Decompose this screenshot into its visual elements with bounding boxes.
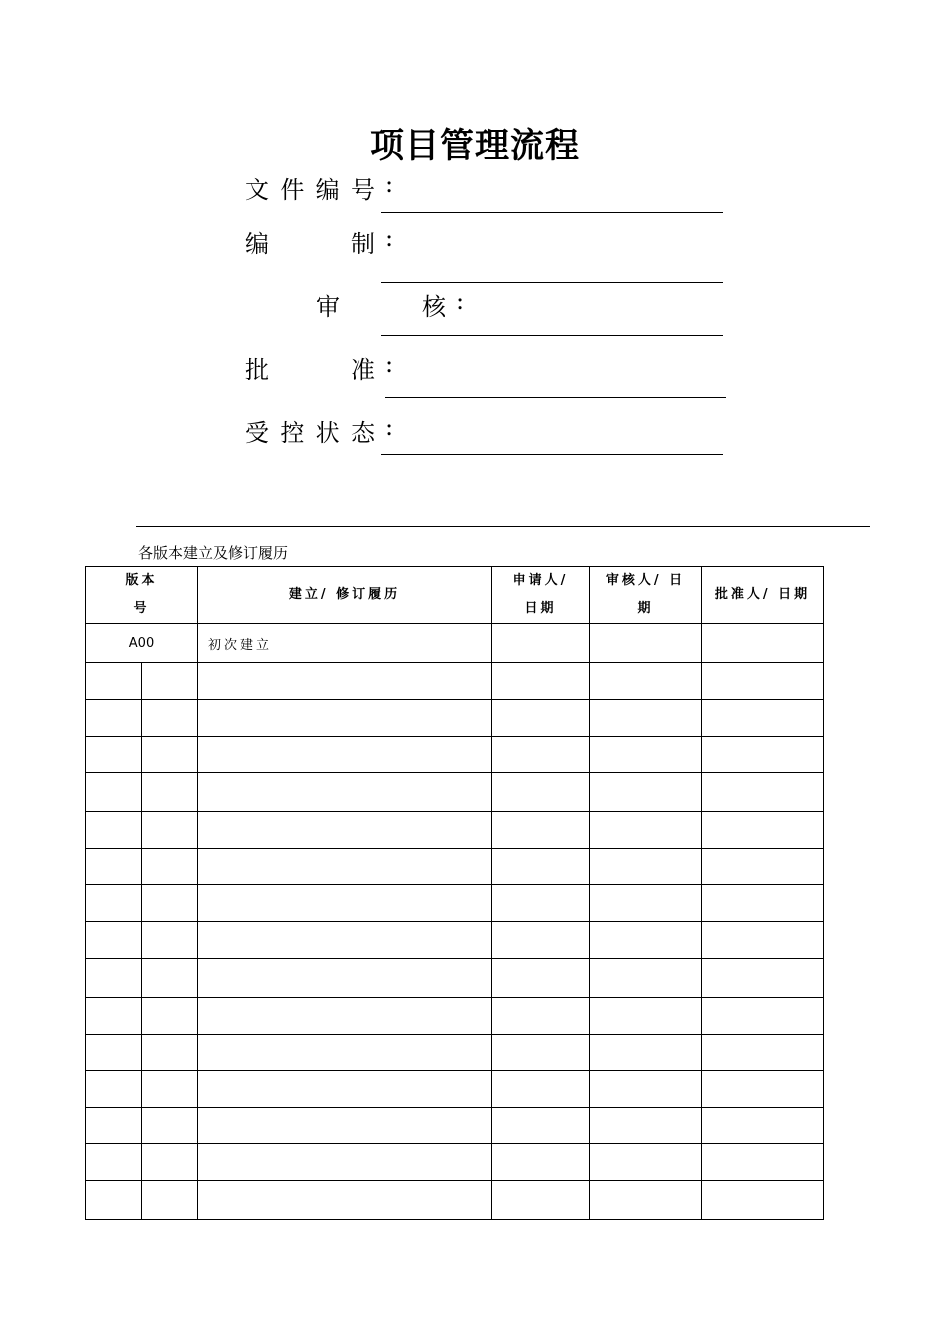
- table-cell: [702, 922, 824, 959]
- table-cell: [86, 663, 142, 700]
- table-cell: [198, 700, 492, 737]
- table-row: [86, 1181, 824, 1220]
- table-cell: [86, 885, 142, 922]
- approved-field[interactable]: [385, 397, 726, 398]
- table-cell: [198, 1181, 492, 1220]
- table-cell: [198, 812, 492, 849]
- table-cell: [86, 1035, 142, 1071]
- header-version: 版本号: [86, 567, 198, 624]
- table-cell: [86, 1181, 142, 1220]
- table-row: [86, 1108, 824, 1144]
- table-row: [86, 1035, 824, 1071]
- table-row: [86, 959, 824, 998]
- table-cell: [86, 998, 142, 1035]
- table-cell: [86, 922, 142, 959]
- cell-approver: [702, 624, 824, 663]
- table-cell: [198, 885, 492, 922]
- table-cell: [86, 812, 142, 849]
- table-cell: [702, 1181, 824, 1220]
- field-label-approved: 批 准: [245, 356, 375, 384]
- table-cell: [492, 1108, 590, 1144]
- table-cell: [86, 849, 142, 885]
- table-cell: [492, 1071, 590, 1108]
- header-approver: 批准人/ 日期: [702, 567, 824, 624]
- header-applicant: 申请人/ 日期: [492, 567, 590, 624]
- table-cell: [86, 1071, 142, 1108]
- table-cell: [590, 922, 702, 959]
- table-cell: [86, 959, 142, 998]
- table-cell: [142, 663, 198, 700]
- cell-reviewer: [590, 624, 702, 663]
- page-title: 项目管理流程: [370, 126, 580, 166]
- field-colon: :: [385, 170, 394, 198]
- table-cell: [142, 849, 198, 885]
- table-cell: [702, 663, 824, 700]
- table-cell: [142, 1035, 198, 1071]
- table-cell: [86, 737, 142, 773]
- table-cell: [590, 1035, 702, 1071]
- table-cell: [702, 885, 824, 922]
- table-cell: [590, 1071, 702, 1108]
- table-cell: [86, 700, 142, 737]
- table-cell: [702, 812, 824, 849]
- table-row: [86, 1071, 824, 1108]
- header-reviewer: 审核人/ 日期: [590, 567, 702, 624]
- table-row: [86, 624, 824, 663]
- table-cell: [142, 959, 198, 998]
- history-caption: 各版本建立及修订履历: [138, 544, 289, 562]
- field-label-doc-no: 文 件 编 号: [245, 176, 375, 204]
- field-label-reviewed: 审 核: [316, 293, 446, 321]
- field-label-prepared: 编 制: [245, 230, 375, 258]
- table-row: [86, 1144, 824, 1181]
- table-row: [86, 773, 824, 812]
- table-cell: [198, 849, 492, 885]
- table-cell: [492, 959, 590, 998]
- table-cell: [198, 1144, 492, 1181]
- table-cell: [590, 812, 702, 849]
- field-label-control-status: 受 控 状 态: [245, 419, 375, 447]
- table-cell: [86, 1108, 142, 1144]
- table-cell: [702, 773, 824, 812]
- table-cell: [142, 812, 198, 849]
- table-cell: [702, 737, 824, 773]
- table-cell: [86, 773, 142, 812]
- table-cell: [492, 1181, 590, 1220]
- table-cell: [198, 1035, 492, 1071]
- table-cell: [142, 885, 198, 922]
- table-cell: [142, 1144, 198, 1181]
- table-row: [86, 700, 824, 737]
- table-row: [86, 998, 824, 1035]
- table-cell: [492, 1035, 590, 1071]
- table-cell: [590, 998, 702, 1035]
- table-cell: [590, 1181, 702, 1220]
- revision-history-table: [85, 566, 824, 1220]
- table-cell: [492, 773, 590, 812]
- table-cell: [702, 1108, 824, 1144]
- table-cell: [142, 1108, 198, 1144]
- reviewed-field[interactable]: [381, 335, 723, 336]
- table-cell: [142, 1181, 198, 1220]
- table-cell: [702, 1144, 824, 1181]
- table-row: [86, 849, 824, 885]
- table-cell: [492, 663, 590, 700]
- table-cell: [198, 998, 492, 1035]
- table-row: [86, 663, 824, 700]
- prepared-field[interactable]: [381, 282, 723, 283]
- table-cell: [492, 1144, 590, 1181]
- table-cell: [492, 849, 590, 885]
- field-colon: :: [385, 224, 394, 252]
- table-cell: [590, 1144, 702, 1181]
- table-cell: [198, 959, 492, 998]
- table-cell: [702, 959, 824, 998]
- cell-applicant: [492, 624, 590, 663]
- table-cell: [590, 885, 702, 922]
- table-cell: [702, 700, 824, 737]
- table-cell: [142, 922, 198, 959]
- table-row: [86, 885, 824, 922]
- table-cell: [198, 773, 492, 812]
- control-status-field[interactable]: [381, 454, 723, 455]
- table-header-row: [86, 567, 824, 624]
- table-cell: [492, 998, 590, 1035]
- table-cell: [590, 959, 702, 998]
- field-colon: :: [385, 350, 394, 378]
- cell-version: A00: [86, 624, 198, 663]
- table-cell: [702, 998, 824, 1035]
- table-cell: [142, 737, 198, 773]
- table-cell: [198, 737, 492, 773]
- field-colon: :: [385, 413, 394, 441]
- table-cell: [590, 1108, 702, 1144]
- doc-no-field[interactable]: [381, 212, 723, 213]
- table-row: [86, 812, 824, 849]
- table-cell: [702, 1071, 824, 1108]
- table-cell: [492, 812, 590, 849]
- table-cell: [590, 663, 702, 700]
- table-cell: [590, 849, 702, 885]
- table-cell: [142, 1071, 198, 1108]
- table-cell: [142, 998, 198, 1035]
- table-row: [86, 922, 824, 959]
- table-cell: [198, 922, 492, 959]
- table-row: [86, 737, 824, 773]
- table-cell: [142, 700, 198, 737]
- table-cell: [142, 773, 198, 812]
- table-cell: [86, 1144, 142, 1181]
- header-history: 建立/ 修订履历: [198, 567, 492, 624]
- table-cell: [492, 922, 590, 959]
- cell-history: 初次建立: [198, 624, 492, 663]
- table-cell: [198, 1108, 492, 1144]
- section-divider: [136, 526, 870, 527]
- table-cell: [198, 663, 492, 700]
- table-cell: [198, 1071, 492, 1108]
- table-cell: [702, 849, 824, 885]
- field-colon: :: [456, 287, 465, 315]
- table-cell: [702, 1035, 824, 1071]
- table-cell: [590, 700, 702, 737]
- table-cell: [590, 737, 702, 773]
- table-cell: [492, 737, 590, 773]
- table-cell: [492, 885, 590, 922]
- table-cell: [492, 700, 590, 737]
- table-cell: [590, 773, 702, 812]
